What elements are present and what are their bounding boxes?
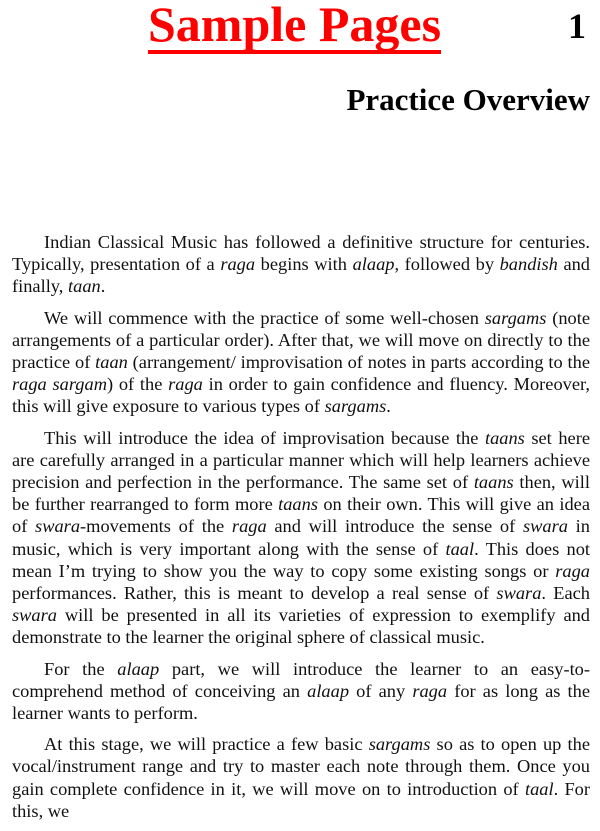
italic-term: sargams — [368, 734, 431, 755]
chapter-number: 1 — [568, 6, 586, 46]
italic-term: swara — [12, 605, 57, 626]
italic-term: raga — [555, 560, 590, 581]
paragraph: Indian Classical Music has followed a definitive structure for centuries. Typically, presentation of a raga begins with alaap, followed by bandish and finally, taan. — [12, 232, 591, 297]
italic-term: alaap — [117, 658, 160, 679]
italic-term: taans — [473, 472, 514, 493]
sample-pages-banner — [148, 0, 441, 54]
chapter-title: Practice Overview — [346, 82, 590, 117]
italic-term: sargams — [324, 396, 387, 417]
body-text — [12, 231, 590, 831]
paragraph: We will commence with the practice of some well-chosen sargams (note arrangements of a particular order). After that, we will move on directly to the practice of taan (arrangement/ improvisation of notes in parts according to the raga sargam) of the raga in order to gain confidence and fluency. Moreover, this will give exposure to various types of sargams. — [12, 307, 590, 417]
paragraph: At this stage, we will practice a few basic sargams so as to open up the vocal/instrument range and try to master each note through them. Once you gain complete confidence in it, we will move on to introduction of taal. For this, we — [12, 734, 590, 821]
italic-term: raga — [412, 680, 448, 701]
italic-term: taans — [278, 494, 318, 515]
italic-term: alaap — [352, 254, 395, 275]
italic-term: swara — [35, 516, 81, 537]
italic-term: taan — [95, 352, 128, 373]
paragraph: This will introduce the idea of improvisation because the taans set here are carefully arranged in a particular manner which will help learners achieve precision and perfection in the performance. The same set of taans then, will be further rearranged to form more taans on their own. This will give an idea of swara-movements of the raga and will introduce the sense of swara in music, which is very important along with the sense of taal. This does not mean I’m trying to show you the way to copy some existing songs or raga performances. Rather, this is meant to develop a real sense of swara. Each swara will be presented in all its varieties of expression to exemplify and demonstrate to the learner the original sphere of classical music. — [12, 427, 591, 648]
italic-term: bandish — [499, 254, 558, 275]
italic-term: taans — [484, 427, 525, 448]
italic-term: raga — [168, 374, 203, 395]
italic-term: swara — [522, 516, 568, 537]
italic-term: swara — [496, 583, 542, 604]
sample-pages-label: Sample Pages — [148, 0, 442, 52]
italic-term: alaap — [307, 680, 350, 701]
italic-term: sargams — [484, 307, 547, 328]
italic-term: taan — [68, 276, 101, 297]
italic-term: taal — [445, 538, 475, 559]
italic-term: taal — [524, 778, 554, 799]
italic-term: raga sargam — [12, 374, 107, 395]
italic-term: raga — [231, 516, 267, 537]
italic-term: raga — [220, 254, 256, 275]
paragraph: For the alaap part, we will introduce the learner to an easy-to-comprehend method of conceiving an alaap of any raga for as long as the learner wants to perform. — [12, 658, 591, 724]
